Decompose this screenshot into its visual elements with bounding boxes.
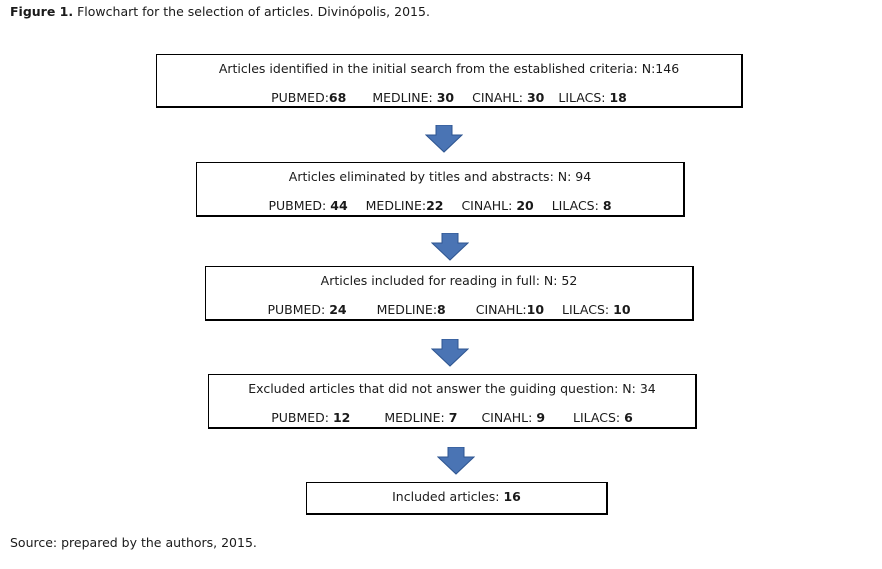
count-lilacs: [552, 198, 612, 213]
count-cinahl: [461, 198, 533, 213]
count-cinahl-value: 20: [516, 198, 534, 213]
down-arrow-icon: [425, 125, 463, 153]
count-lilacs-label: LILACS:: [573, 410, 625, 425]
count-cinahl: [476, 302, 544, 317]
count-lilacs-value: 10: [613, 302, 631, 317]
count-pubmed-value: 12: [332, 410, 351, 425]
box-eliminated: [196, 162, 685, 217]
count-cinahl-label: CINAHL:: [475, 302, 527, 317]
count-pubmed-label: PUBMED:: [271, 90, 329, 105]
box-excluded: [208, 374, 697, 429]
count-pubmed: [267, 302, 346, 317]
count-lilacs-label: LILACS:: [551, 198, 603, 213]
count-medline: [384, 410, 457, 425]
down-arrow-icon: [431, 339, 469, 367]
box-eliminated-title: Articles eliminated by titles and abstracts: N: 94: [288, 169, 592, 184]
count-pubmed-value: 68: [328, 90, 347, 105]
figure-label: Figure 1.: [10, 4, 74, 19]
count-pubmed-label: PUBMED:: [268, 198, 331, 213]
box-initial-search-counts: [157, 90, 741, 105]
down-arrow-icon: [437, 447, 475, 475]
count-cinahl-value: 10: [526, 302, 545, 317]
count-lilacs-label: LILACS:: [562, 302, 614, 317]
count-lilacs-value: 6: [624, 410, 633, 425]
down-arrow-icon: [431, 233, 469, 261]
count-lilacs-value: 8: [602, 198, 612, 213]
count-lilacs: [562, 302, 631, 317]
count-medline-label: MEDLINE:: [365, 198, 427, 213]
count-lilacs: [558, 90, 627, 105]
count-cinahl-label: CINAHL:: [461, 198, 517, 213]
count-medline: [372, 90, 454, 105]
count-medline-label: MEDLINE:: [372, 90, 437, 105]
count-lilacs-value: 18: [609, 90, 627, 105]
count-medline-value: 8: [437, 302, 446, 317]
count-medline: [377, 302, 446, 317]
count-pubmed-value: 24: [329, 302, 347, 317]
final-included-value: 16: [503, 489, 521, 504]
box-initial-search: [156, 54, 743, 108]
count-pubmed-label: PUBMED:: [271, 410, 333, 425]
count-medline-value: 22: [426, 198, 444, 213]
count-pubmed: [271, 410, 350, 425]
count-cinahl: [472, 90, 544, 105]
count-pubmed-value: 44: [330, 198, 348, 213]
count-pubmed: [268, 198, 347, 213]
count-medline-label: MEDLINE:: [384, 410, 449, 425]
count-pubmed: [271, 90, 346, 105]
box-included-full-reading-counts: [206, 302, 692, 317]
count-medline-label: MEDLINE:: [376, 302, 438, 317]
count-medline: [366, 198, 444, 213]
count-pubmed-label: PUBMED:: [267, 302, 330, 317]
figure-caption-text: Flowchart for the selection of articles. Divinópolis, 2015.: [77, 4, 430, 19]
box-eliminated-counts: [197, 198, 683, 213]
count-cinahl-value: 9: [536, 410, 546, 425]
box-initial-search-title: Articles identified in the initial search from the established criteria: N:146: [218, 61, 680, 76]
count-medline-value: 30: [436, 90, 455, 105]
box-included-full-reading-title: Articles included for reading in full: N: 52: [320, 273, 578, 288]
count-lilacs-label: LILACS:: [558, 90, 610, 105]
count-medline-value: 7: [448, 410, 458, 425]
box-excluded-counts: [209, 410, 695, 425]
box-included-full-reading: [205, 266, 694, 321]
count-cinahl: [481, 410, 545, 425]
count-cinahl-label: CINAHL:: [481, 410, 537, 425]
box-excluded-title: Excluded articles that did not answer the guiding question: N: 34: [248, 381, 656, 396]
count-lilacs: [573, 410, 633, 425]
count-cinahl-value: 30: [526, 90, 545, 105]
box-final-included: [306, 482, 608, 515]
figure-caption: [10, 4, 430, 19]
count-cinahl-label: CINAHL:: [472, 90, 527, 105]
source-note: Source: prepared by the authors, 2015.: [10, 535, 257, 550]
box-final-included-text: [307, 489, 606, 504]
final-included-label: Included articles:: [392, 489, 504, 504]
